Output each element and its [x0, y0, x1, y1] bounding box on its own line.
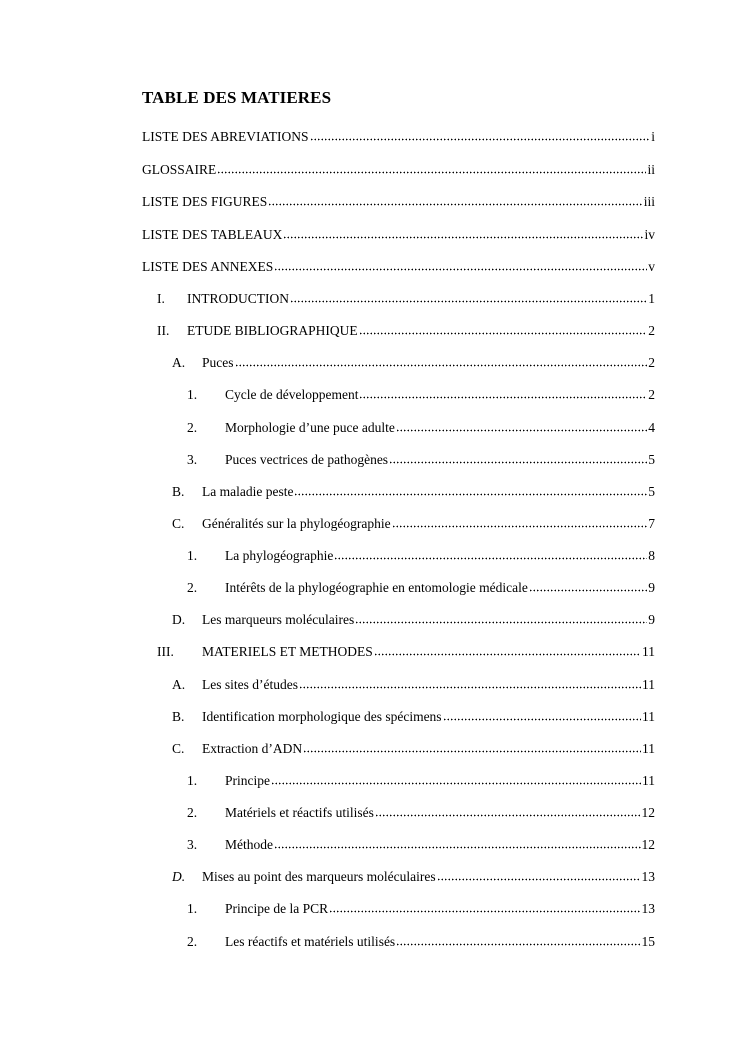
- toc-entry[interactable]: [187, 836, 655, 854]
- toc-entry-page: 9: [648, 612, 655, 627]
- toc-entry-number: III.: [157, 644, 174, 659]
- toc-entry-page: 13: [641, 869, 655, 884]
- toc-entry-label: Cycle de développement: [225, 387, 359, 402]
- toc-leader-dots: [283, 228, 643, 239]
- toc-entry-number: 1.: [187, 773, 198, 788]
- toc-entry[interactable]: [172, 676, 655, 694]
- toc-entry[interactable]: [172, 740, 655, 758]
- toc-entry-label: GLOSSAIRE: [142, 162, 217, 177]
- toc-entry[interactable]: [187, 804, 655, 822]
- toc-entry-label: Méthode: [225, 837, 273, 852]
- toc-leader-dots: [310, 130, 651, 141]
- toc-entry-number: C.: [172, 741, 185, 756]
- toc-entry-label: LISTE DES ANNEXES: [142, 259, 274, 274]
- toc-entry[interactable]: [187, 772, 655, 790]
- toc-entry-number: 3.: [187, 452, 198, 467]
- toc-entry[interactable]: [142, 226, 655, 244]
- toc-entry-label: La phylogéographie: [225, 548, 334, 563]
- toc-leader-dots: [235, 356, 648, 367]
- toc-leader-dots: [294, 485, 647, 496]
- toc-leader-dots: [299, 678, 641, 689]
- toc-leader-dots: [359, 388, 647, 399]
- toc-entry-page: 5: [648, 452, 655, 467]
- toc-entry-page: iv: [644, 227, 655, 242]
- toc-leader-dots: [268, 195, 642, 206]
- toc-entry[interactable]: [187, 900, 655, 918]
- toc-entry[interactable]: [187, 419, 655, 437]
- toc-entry[interactable]: [172, 354, 655, 372]
- toc-entry[interactable]: [172, 611, 655, 629]
- toc-entry-page: 2: [648, 355, 655, 370]
- toc-entry-number: II.: [157, 323, 170, 338]
- toc-entry[interactable]: [172, 868, 655, 886]
- toc-entry-label: LISTE DES ABREVIATIONS: [142, 129, 309, 144]
- toc-entry[interactable]: [187, 451, 655, 469]
- toc-entry[interactable]: [172, 708, 655, 726]
- toc-entry-label: LISTE DES TABLEAUX: [142, 227, 283, 242]
- toc-entry-page: i: [651, 129, 655, 144]
- toc-entry-page: 7: [648, 516, 655, 531]
- toc-leader-dots: [375, 806, 641, 817]
- toc-entry-number: 2.: [187, 805, 198, 820]
- toc-entry-label: Matériels et réactifs utilisés: [225, 805, 374, 820]
- toc-entry[interactable]: [172, 515, 655, 533]
- toc-entry-label: INTRODUCTION: [187, 291, 289, 306]
- toc-entry-number: 1.: [187, 387, 198, 402]
- toc-entry-label: Généralités sur la phylogéographie: [202, 516, 391, 531]
- toc-entry-page: 5: [648, 484, 655, 499]
- toc-entry-label: Les réactifs et matériels utilisés: [225, 934, 396, 949]
- toc-entry[interactable]: [172, 483, 655, 501]
- toc-leader-dots: [392, 517, 648, 528]
- toc-entry-page: 9: [648, 580, 655, 595]
- toc-entry-label: ETUDE BIBLIOGRAPHIQUE: [187, 323, 358, 338]
- toc-entry-number: 2.: [187, 420, 198, 435]
- toc-entry-number: 2.: [187, 934, 198, 949]
- toc-entry-number: 1.: [187, 901, 198, 916]
- toc-entry-page: 15: [641, 934, 655, 949]
- toc-entry-label: Morphologie d’une puce adulte: [225, 420, 395, 435]
- toc-entry[interactable]: [142, 193, 655, 211]
- toc-entry-page: 13: [641, 901, 655, 916]
- toc-entry-page: 4: [648, 420, 655, 435]
- toc-entry[interactable]: [187, 579, 655, 597]
- toc-leader-dots: [274, 260, 647, 271]
- toc-entry-label: LISTE DES FIGURES: [142, 194, 268, 209]
- toc-entry-number: A.: [172, 677, 186, 692]
- toc-entry-number: D.: [172, 869, 186, 884]
- toc-entry-number: B.: [172, 709, 185, 724]
- toc-entry-number: I.: [157, 291, 165, 306]
- toc-entry-label: Intérêts de la phylogéographie en entomologie médicale: [225, 580, 528, 595]
- toc-entry-page: 11: [642, 709, 655, 724]
- toc-entry-label: Identification morphologique des spécimens: [202, 709, 442, 724]
- toc-entry-page: 11: [642, 677, 655, 692]
- toc-entry-number: 2.: [187, 580, 198, 595]
- toc-entry[interactable]: [187, 547, 655, 565]
- toc-entry-label: Puces vectrices de pathogènes: [225, 452, 389, 467]
- toc-entry-page: iii: [643, 194, 655, 209]
- toc-leader-dots: [355, 613, 647, 624]
- toc-leader-dots: [290, 292, 647, 303]
- toc-leader-dots: [359, 324, 648, 335]
- toc-entry-page: 2: [648, 387, 655, 402]
- toc-entry-page: 1: [648, 291, 655, 306]
- toc-entry[interactable]: [142, 161, 655, 179]
- page-title: TABLE DES MATIERES: [142, 88, 332, 107]
- toc-entry-label: Mises au point des marqueurs moléculaires: [202, 869, 436, 884]
- toc-leader-dots: [396, 421, 647, 432]
- toc-entry-page: ii: [647, 162, 655, 177]
- toc-entry[interactable]: [142, 258, 655, 276]
- toc-entry-number: B.: [172, 484, 185, 499]
- toc-entry-label: Puces: [202, 355, 234, 370]
- toc-entry[interactable]: [142, 128, 655, 146]
- toc-leader-dots: [303, 742, 641, 753]
- toc-entry-number: D.: [172, 612, 186, 627]
- toc-entry-page: 12: [641, 837, 655, 852]
- toc-entry-page: v: [648, 259, 655, 274]
- toc-leader-dots: [374, 645, 641, 656]
- toc-leader-dots: [217, 163, 646, 174]
- toc-entry-page: 11: [642, 644, 655, 659]
- toc-leader-dots: [529, 581, 647, 592]
- toc-leader-dots: [271, 774, 641, 785]
- toc-entry-label: Principe de la PCR: [225, 901, 329, 916]
- toc-entry-label: La maladie peste: [202, 484, 294, 499]
- toc-entry-label: Principe: [225, 773, 270, 788]
- toc-leader-dots: [437, 870, 641, 881]
- toc-leader-dots: [443, 710, 641, 721]
- toc-entry-number: C.: [172, 516, 185, 531]
- toc-leader-dots: [334, 549, 647, 560]
- toc-leader-dots: [329, 902, 640, 913]
- toc-entry[interactable]: [187, 933, 655, 951]
- toc-entry-number: 3.: [187, 837, 198, 852]
- toc-entry-page: 8: [648, 548, 655, 563]
- toc-entry-label: Extraction d’ADN: [202, 741, 303, 756]
- toc-entry-page: 11: [642, 773, 655, 788]
- toc-entry-page: 2: [648, 323, 655, 338]
- toc-leader-dots: [389, 453, 647, 464]
- toc-entry-page: 12: [641, 805, 655, 820]
- toc-leader-dots: [274, 838, 641, 849]
- toc-entry-number: 1.: [187, 548, 198, 563]
- toc-entry-label: Les sites d’études: [202, 677, 298, 692]
- toc-entry[interactable]: [157, 290, 655, 308]
- toc-entry-number: A.: [172, 355, 186, 370]
- toc-entry-label: MATERIELS ET METHODES: [202, 644, 373, 659]
- toc-entry-label: Les marqueurs moléculaires: [202, 612, 355, 627]
- toc-entry-page: 11: [642, 741, 655, 756]
- toc-entry[interactable]: [157, 643, 655, 661]
- toc-entry[interactable]: [157, 322, 655, 340]
- toc-leader-dots: [396, 935, 640, 946]
- toc-entry[interactable]: [187, 386, 655, 404]
